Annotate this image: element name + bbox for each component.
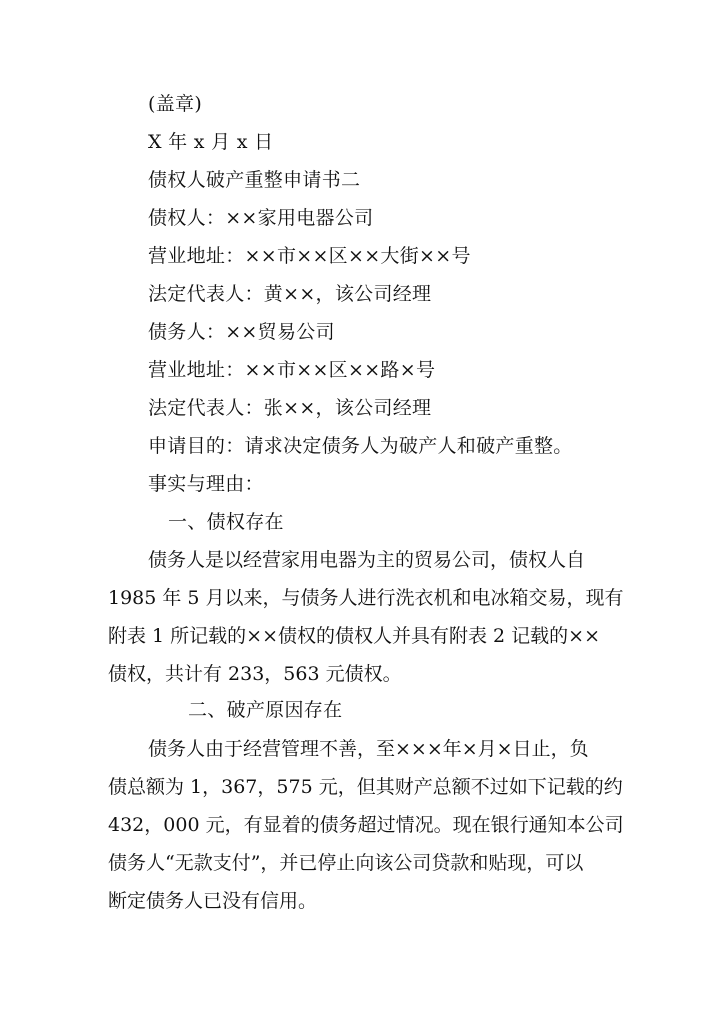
creditor-representative-line: 法定代表人：黄××，该公司经理 <box>148 283 432 305</box>
paragraph-line: 债权，共计有 233，563 元债权。 <box>108 663 402 685</box>
creditor-address-line: 营业地址：××市××区××大街××号 <box>148 245 471 267</box>
debtor-line: 债务人：××贸易公司 <box>148 321 335 343</box>
section-1-paragraph <box>108 541 624 693</box>
date-line: X 年 x 月 x 日 <box>148 131 274 153</box>
debtor-representative-line: 法定代表人：张××，该公司经理 <box>148 397 432 419</box>
debtor-address-line: 营业地址：××市××区××路×号 <box>148 359 436 381</box>
paragraph-line: 1985 年 5 月以来，与债务人进行洗衣机和电冰箱交易，现有 <box>108 587 624 609</box>
facts-and-reasons-heading: 事实与理由： <box>148 473 264 495</box>
paragraph-line: 债总额为 1，367，575 元，但其财产总额不过如下记载的约 <box>108 776 623 798</box>
creditor-line: 债权人：××家用电器公司 <box>148 207 374 229</box>
paragraph-line: 债务人是以经营家用电器为主的贸易公司，债权人自 <box>148 549 586 571</box>
paragraph-line: 断定债务人已没有信用。 <box>108 890 318 912</box>
paragraph-line: 债务人由于经营管理不善，至×××年×月×日止，负 <box>148 738 589 760</box>
seal-line: (盖章) <box>148 93 203 115</box>
section-2-heading: 二、破产原因存在 <box>188 699 343 721</box>
paragraph-line: 债务人“无款支付”，并已停止向该公司贷款和贴现，可以 <box>108 852 584 874</box>
paragraph-line: 附表 1 所记载的××债权的债权人并具有附表 2 记载的×× <box>108 625 601 647</box>
application-purpose-line: 申请目的：请求决定债务人为破产人和破产重整。 <box>148 435 573 457</box>
paragraph-line: 432，000 元，有显着的债务超过情况。现在银行通知本公司 <box>108 814 624 836</box>
section-1-heading: 一、债权存在 <box>168 511 284 533</box>
document-title: 债权人破产重整申请书二 <box>148 169 361 191</box>
section-2-paragraph <box>108 730 624 920</box>
